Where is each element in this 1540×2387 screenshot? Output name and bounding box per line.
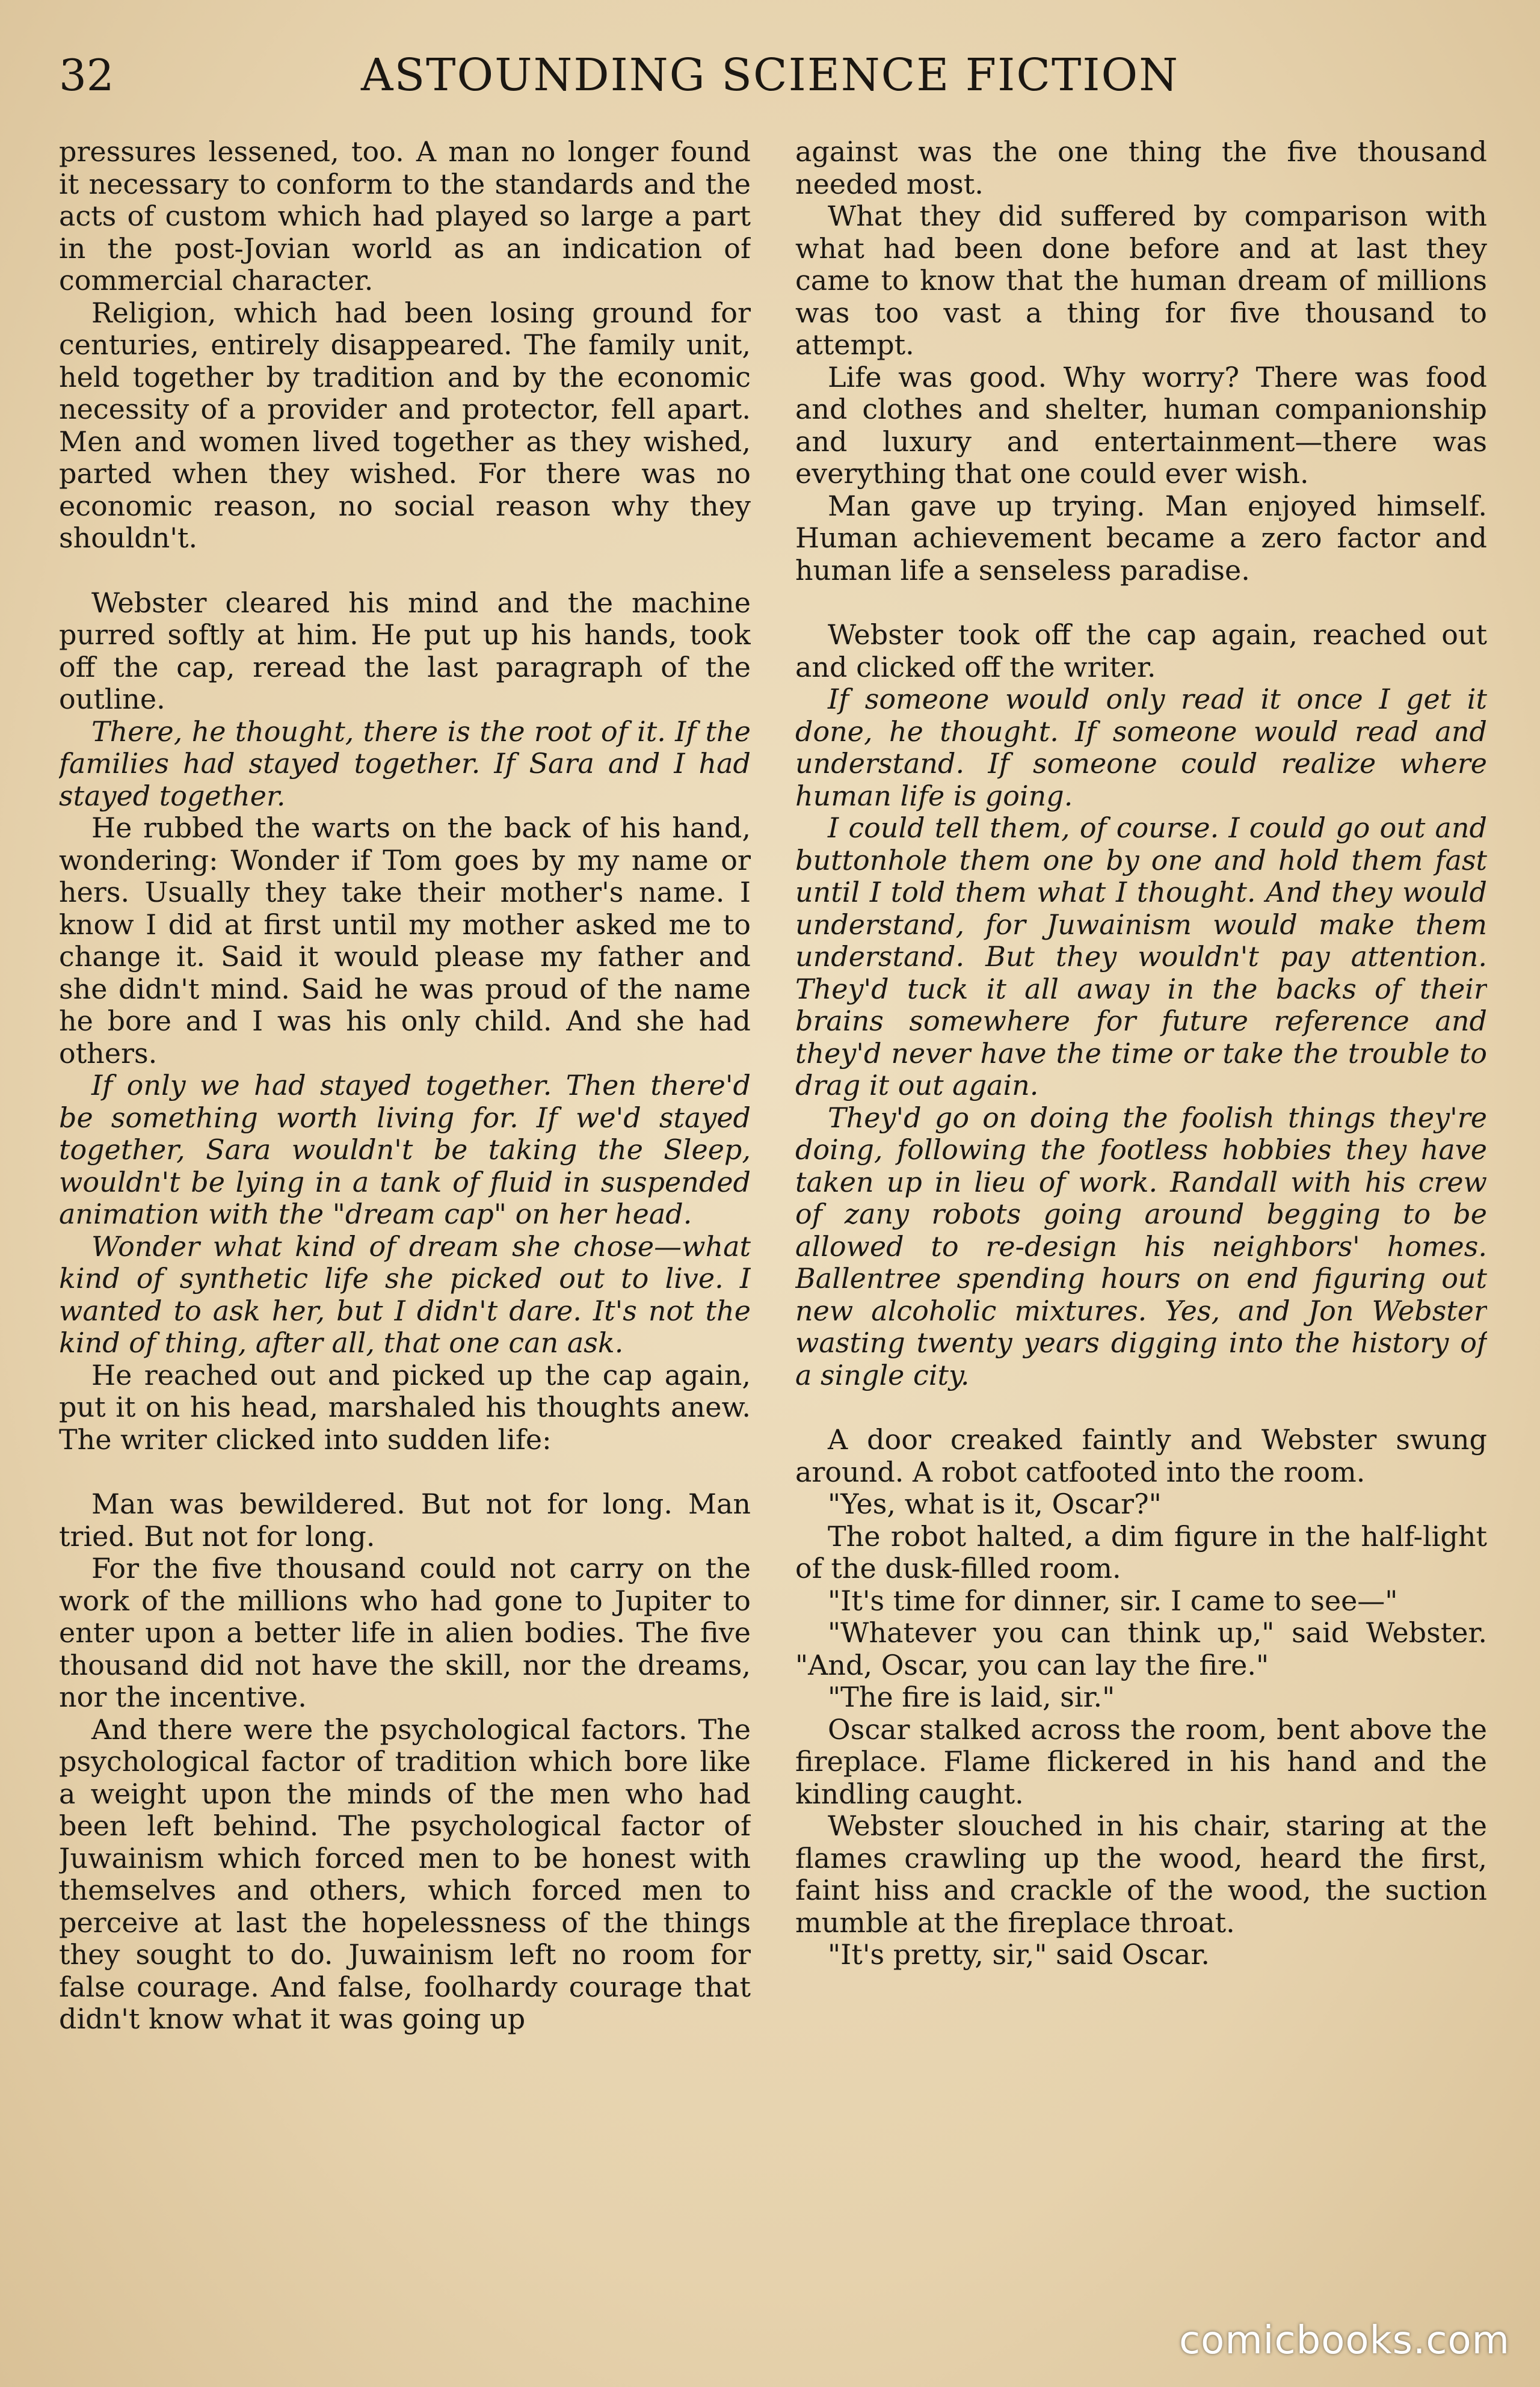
paragraph: Wonder what kind of dream she chose—what kind of synthetic life she picked out to live. I wanted to ask her, but I didn't dare. It's not the kind of thing, after all, that one can ask.	[59, 1230, 751, 1359]
paragraph: I could tell them, of course. I could go out and buttonhole them one by one and hold them fast until I told them what I thought. And they would understand, for Juwainism would make them understand. But they wouldn't pay attention. They'd tuck it all away in the backs of their brains somewhere for future reference and they'd never have the time or take the trouble to drag it out again.	[795, 812, 1487, 1101]
paragraph: And there were the psychological factors. The psychological factor of tradition which bore like a weight upon the minds of the men who had been left behind. The psychological factor of Juwainism which forced men to be honest with themselves and others, which forced men to perceive at last the hopelessness of the things they sought to do. Juwainism left no room for false courage. And false, foolhardy courage that didn't know what it was going up	[59, 1713, 751, 2035]
left-column	[59, 136, 751, 2326]
paragraph: There, he thought, there is the root of it. If the families had stayed together. If Sara and I had stayed together.	[59, 715, 751, 812]
paragraph: If someone would only read it once I get it done, he thought. If someone would read and understand. If someone could realize where human life is going.	[795, 683, 1487, 812]
paragraph: Man gave up trying. Man enjoyed himself. Human achievement became a zero factor and human life a senseless paradise.	[795, 489, 1487, 587]
paragraph: They'd go on doing the foolish things they're doing, following the footless hobbies they have taken up in lieu of work. Randall with his crew of zany robots going around begging to be allowed to re-design his neighbors' homes. Ballentree spending hours on end figuring out new alcoholic mixtures. Yes, and Jon Webster wasting twenty years digging into the history of a single city.	[795, 1101, 1487, 1391]
paragraph: If only we had stayed together. Then there'd be something worth living for. If we'd stayed together, Sara wouldn't be taking the Sleep, wouldn't be lying in a tank of fluid in suspended animation with the "dream cap" on her head.	[59, 1069, 751, 1230]
paragraph: against was the one thing the five thousand needed most.	[795, 136, 1487, 200]
paragraph: "Whatever you can think up," said Webster. "And, Oscar, you can lay the fire."	[795, 1616, 1487, 1681]
paragraph: Webster cleared his mind and the machine purred softly at him. He put up his hands, took off the cap, reread the last paragraph of the outline.	[59, 586, 751, 715]
paragraph: Oscar stalked across the room, bent above the fireplace. Flame flickered in his hand and the kindling caught.	[795, 1713, 1487, 1810]
paragraph: A door creaked faintly and Webster swung around. A robot catfooted into the room.	[795, 1423, 1487, 1488]
page-number: 32	[59, 50, 114, 100]
paragraph: Man was bewildered. But not for long. Man tried. But not for long.	[59, 1488, 751, 1553]
paragraph: "Yes, what is it, Oscar?"	[828, 1488, 1162, 1520]
paragraph: What they did suffered by comparison with what had been done before and at last they came to know that the human dream of millions was too vast a thing for five thousand to attempt.	[795, 200, 1487, 361]
watermark: comicbooks.com	[1178, 2318, 1510, 2363]
magazine-title: ASTOUNDING SCIENCE FICTION	[361, 49, 1179, 101]
paragraph: He reached out and picked up the cap again, put it on his head, marshaled his thoughts anew. The writer clicked into sudden life:	[59, 1358, 751, 1456]
paragraph: "It's time for dinner, sir. I came to see—"	[828, 1584, 1398, 1617]
right-column	[795, 136, 1487, 2326]
paragraph: The robot halted, a dim figure in the half-light of the dusk-filled room.	[795, 1520, 1487, 1585]
paragraph: pressures lessened, too. A man no longer found it necessary to conform to the standards and the acts of custom which had played so large a part in the post-Jovian world as an indication of commercial character.	[59, 136, 751, 297]
paragraph: "It's pretty, sir," said Oscar.	[828, 1938, 1210, 1971]
paragraph: Webster took off the cap again, reached out and clicked off the writer.	[795, 618, 1487, 683]
page-header	[0, 42, 1540, 120]
paragraph: Life was good. Why worry? There was food and clothes and shelter, human companionship and luxury and entertainment—there was everything that one could ever wish.	[795, 360, 1487, 490]
paragraph: For the five thousand could not carry on the work of the millions who had gone to Jupiter to enter upon a better life in alien bodies. The five thousand did not have the skill, nor the dreams, nor the incentive.	[59, 1552, 751, 1713]
paragraph: "The fire is laid, sir."	[828, 1681, 1115, 1713]
paragraph: Webster slouched in his chair, staring at the flames crawling up the wood, heard the first, faint hiss and crackle of the wood, the suction mumble at the fireplace throat.	[795, 1810, 1487, 1939]
paragraph: Religion, which had been losing ground for centuries, entirely disappeared. The family unit, held together by tradition and by the economic necessity of a provider and protector, fell apart. Men and women lived together as they wished, parted when they wished. For there was no economic reason, no social reason why they shouldn't.	[59, 296, 751, 554]
paragraph: He rubbed the warts on the back of his hand, wondering: Wonder if Tom goes by my name or hers. Usually they take their mother's name. I know I did at first until my mother asked me to change it. Said it would please my father and she didn't mind. Said he was proud of the name he bore and I was his only child. And she had others.	[59, 812, 751, 1070]
